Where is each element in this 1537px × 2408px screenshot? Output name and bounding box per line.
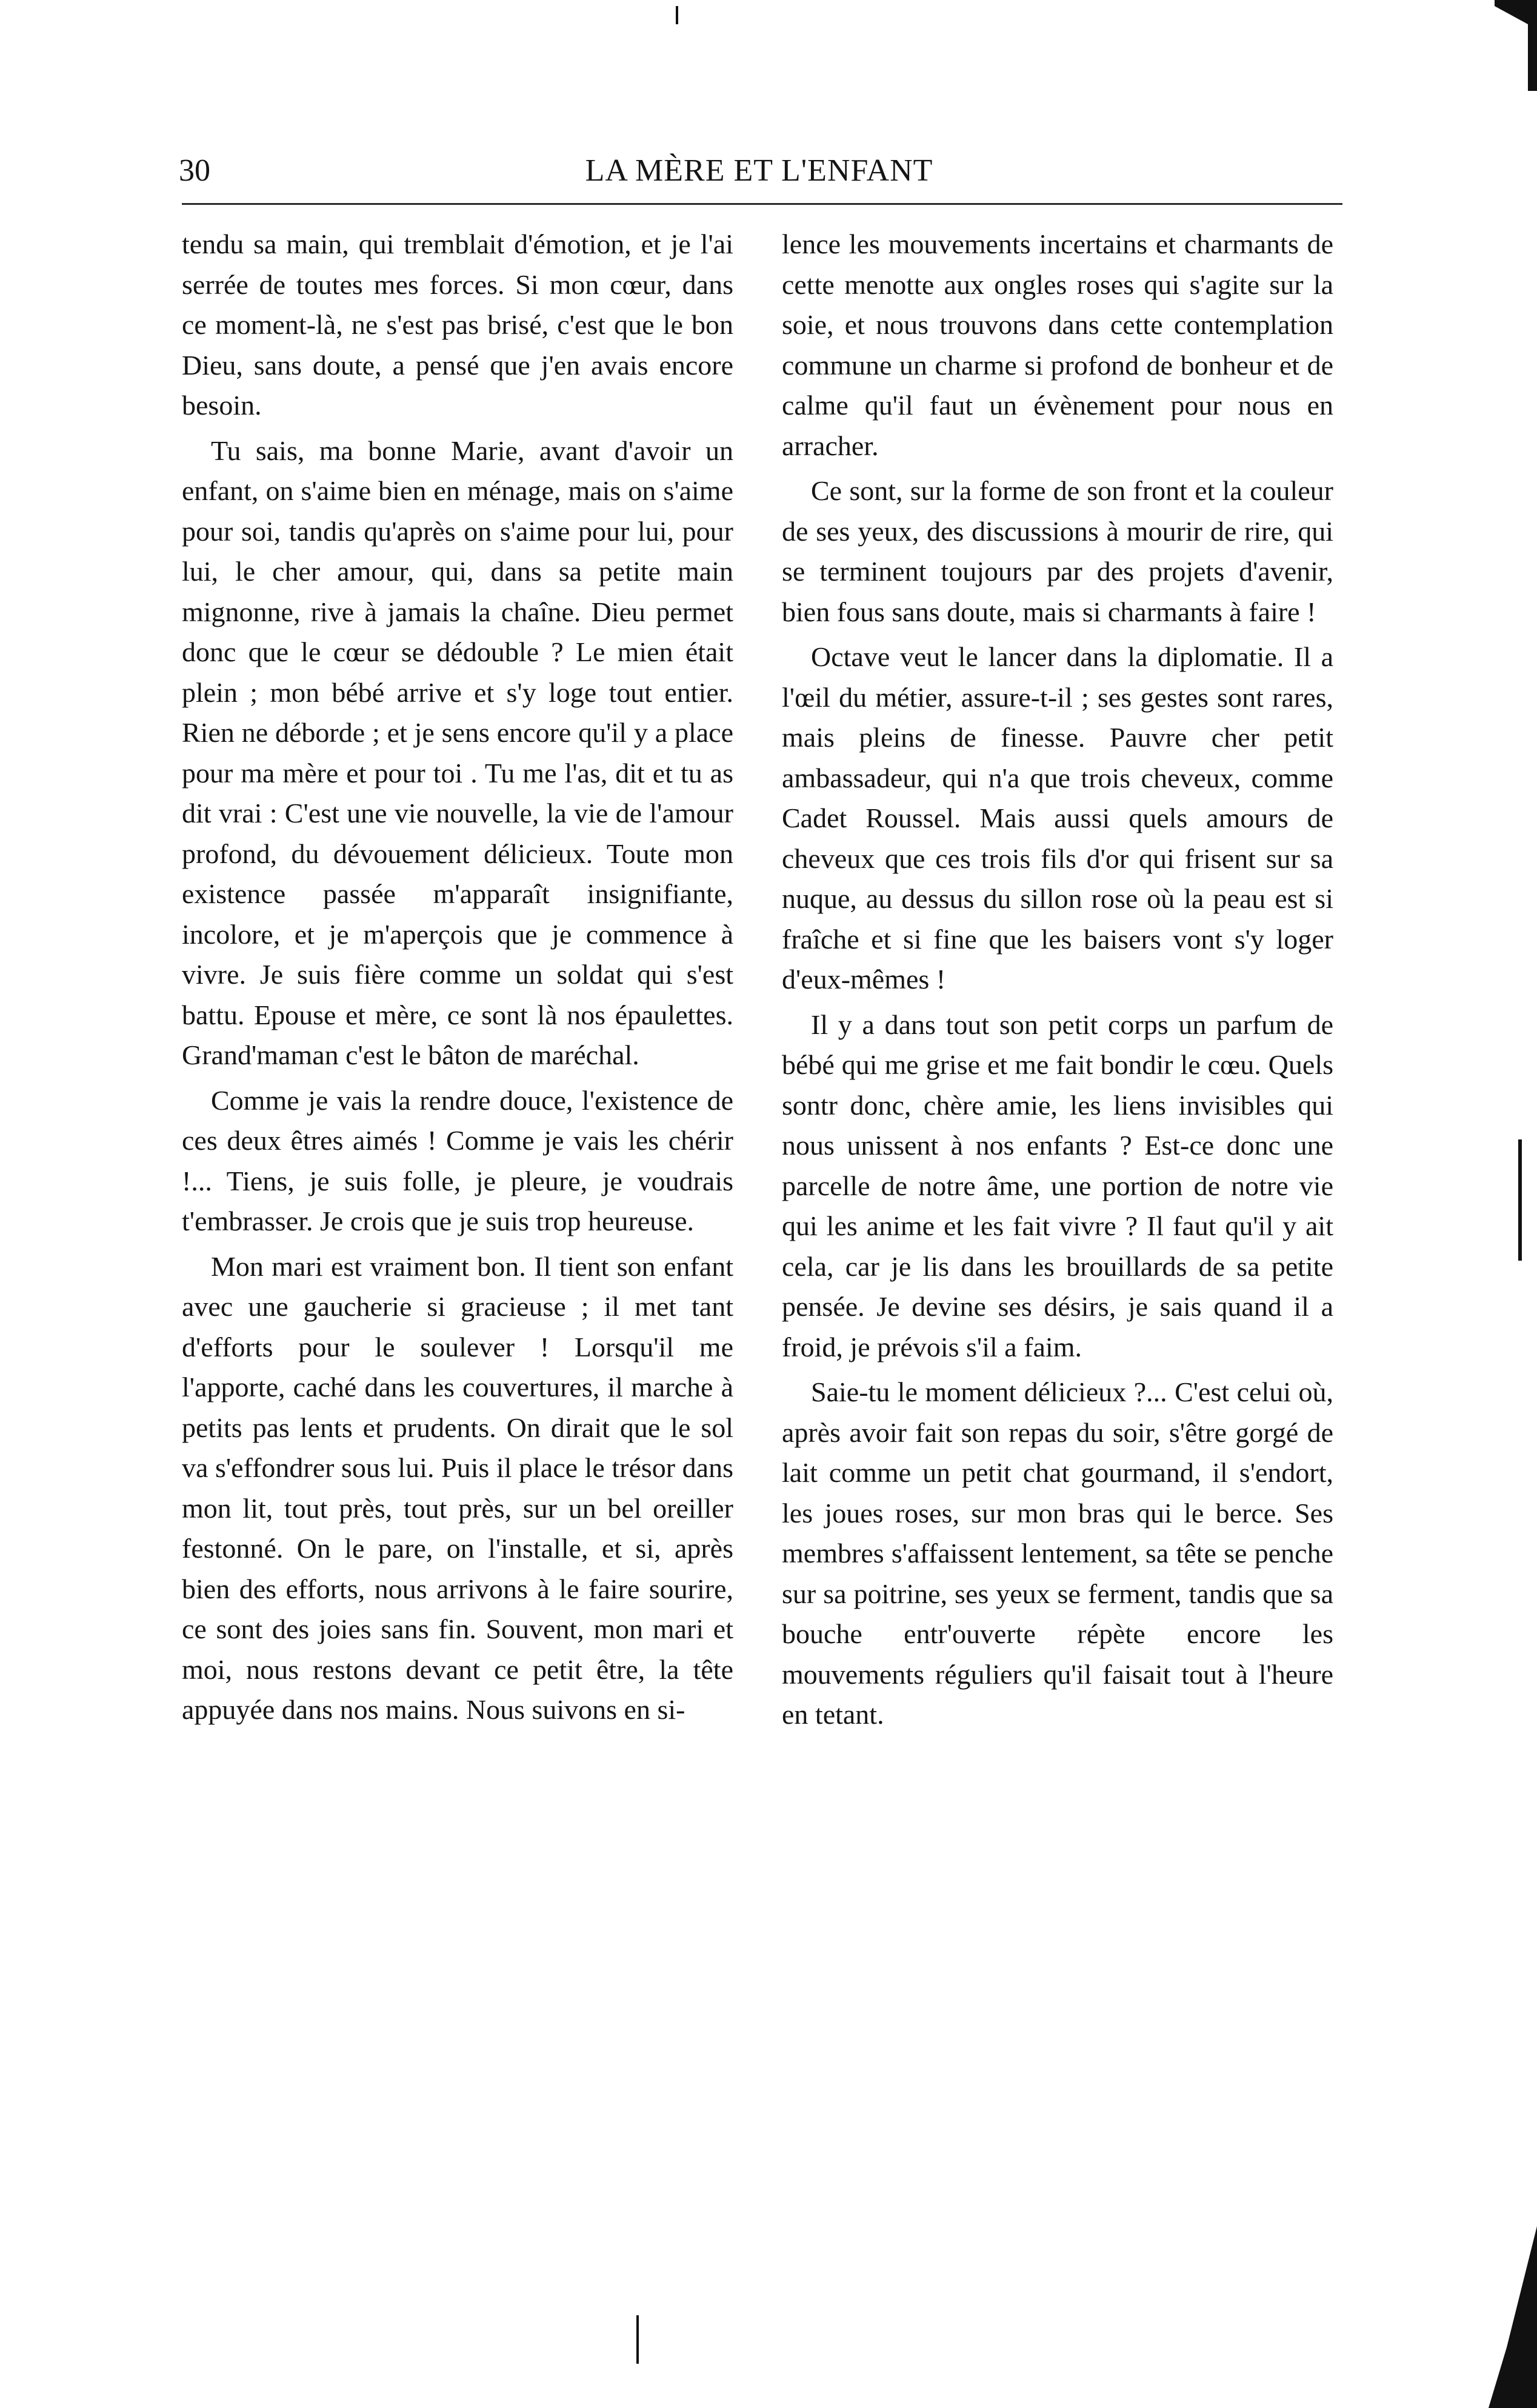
paragraph: tendu sa main, qui tremblait d'émotion, et je l'ai serrée de toutes mes forces. Si mon cœur, dans ce moment-là, ne s'est pas brisé, c'est que le bon Dieu, sans doute, a pensé que j'en avais encore besoin.	[182, 228, 733, 421]
paragraph: Comme je vais la rendre douce, l'existence de ces deux êtres aimés ! Comme je vais les chérir !... Tiens, je suis folle, je pleure, je voudrais t'embrasser. Je crois que je suis trop heureuse.	[182, 1084, 733, 1236]
scan-speck	[636, 2315, 639, 2364]
paragraph: Ce sont, sur la forme de son front et la couleur de ses yeux, des discussions à mourir de rire, qui se terminent toujours par des projets d'avenir, bien fous sans doute, mais si charmants à faire !	[782, 475, 1333, 627]
page-number: 30	[179, 153, 210, 188]
scan-corner-artifact	[1495, 0, 1537, 91]
scan-edge-artifact	[1482, 2226, 1537, 2408]
paragraph: lence les mouvements incertains et charmants de cette menotte aux ongles roses qui s'agite sur la soie, et nous trouvons dans cette contemplation commune un charme si profond de bonheur et de calme qu'il faut un évènement pour nous en arracher.	[782, 228, 1333, 461]
paragraph: Saie-tu le moment délicieux ?... C'est celui où, après avoir fait son repas du soir, s'être gorgé de lait comme un petit chat gourmand, il s'endort, les joues roses, sur mon bras qui le berce. Ses membres s'affaissent lentement, sa tête se penche sur sa poitrine, ses yeux se ferment, tandis que sa bouche entr'ouverte répète encore les mouvements réguliers qu'il faisait tout à l'heure en tetant.	[782, 1376, 1333, 1730]
scan-speck	[676, 6, 678, 24]
paragraph: Tu sais, ma bonne Marie, avant d'avoir un enfant, on s'aime bien en ménage, mais on s'aime pour soi, tandis qu'après on s'aime pour lui, pour lui, le cher amour, qui, dans sa petite main mignonne, rive à jamais la chaîne. Dieu permet donc que le cœur se dédouble ? Le mien était plein ; mon bébé arrive et s'y loge tout entier. Rien ne déborde ; et je sens encore qu'il y a place pour ma mère et pour toi . Tu me l'as, dit et tu as dit vrai : C'est une vie nouvelle, la vie de l'amour profond, du dévouement délicieux. Toute mon existence passée m'apparaît insignifiante, incolore, et je m'aperçois que je commence à vivre. Je suis fière comme un soldat qui s'est battu. Epouse et mère, ce sont là nos épaulettes. Grand'maman c'est le bâton de maréchal.	[182, 435, 733, 1070]
page-header	[179, 147, 1339, 195]
header-rule	[182, 203, 1342, 205]
paragraph: Octave veut le lancer dans la diplomatie. Il a l'œil du métier, assure-t-il ; ses gestes sont rares, mais pleins de finesse. Pauvre cher petit ambassadeur, qui n'a que trois cheveux, comme Cadet Roussel. Mais aussi quels amours de cheveux que ces trois fils d'or qui frisent sur sa nuque, au dessus du sillon rose où la peau est si fraîche et si fine que les baisers vont s'y loger d'eux-mêmes !	[782, 641, 1333, 995]
running-title: LA MÈRE ET L'ENFANT	[585, 153, 933, 188]
right-column	[782, 224, 1333, 1735]
left-column	[182, 224, 733, 1730]
paragraph: Il y a dans tout son petit corps un parfum de bébé qui me grise et me fait bondir le cœu. Quels sontr donc, chère amie, les liens invisibles qui nous unissent à nos enfants ? Est-ce donc une parcelle de notre âme, une portion de notre vie qui les anime et les fait vivre ? Il faut qu'il y ait cela, car je lis dans les brouillards de sa petite pensée. Je devine ses désirs, je sais quand il a froid, je prévois s'il a faim.	[782, 1009, 1333, 1362]
scan-speck	[1518, 1139, 1522, 1261]
paragraph: Mon mari est vraiment bon. Il tient son enfant avec une gaucherie si gracieuse ; il met tant d'efforts pour le soulever ! Lorsqu'il me l'apporte, caché dans les couvertures, il marche à petits pas lents et prudents. On dirait que le sol va s'effondrer sous lui. Puis il place le trésor dans mon lit, tout près, tout près, sur un bel oreiller festonné. On le pare, on l'installe, et si, après bien des efforts, nous arrivons à le faire sourire, ce sont des joies sans fin. Souvent, mon mari et moi, nous restons devant ce petit être, la tête appuyée dans nos mains. Nous suivons en si-	[182, 1250, 733, 1725]
